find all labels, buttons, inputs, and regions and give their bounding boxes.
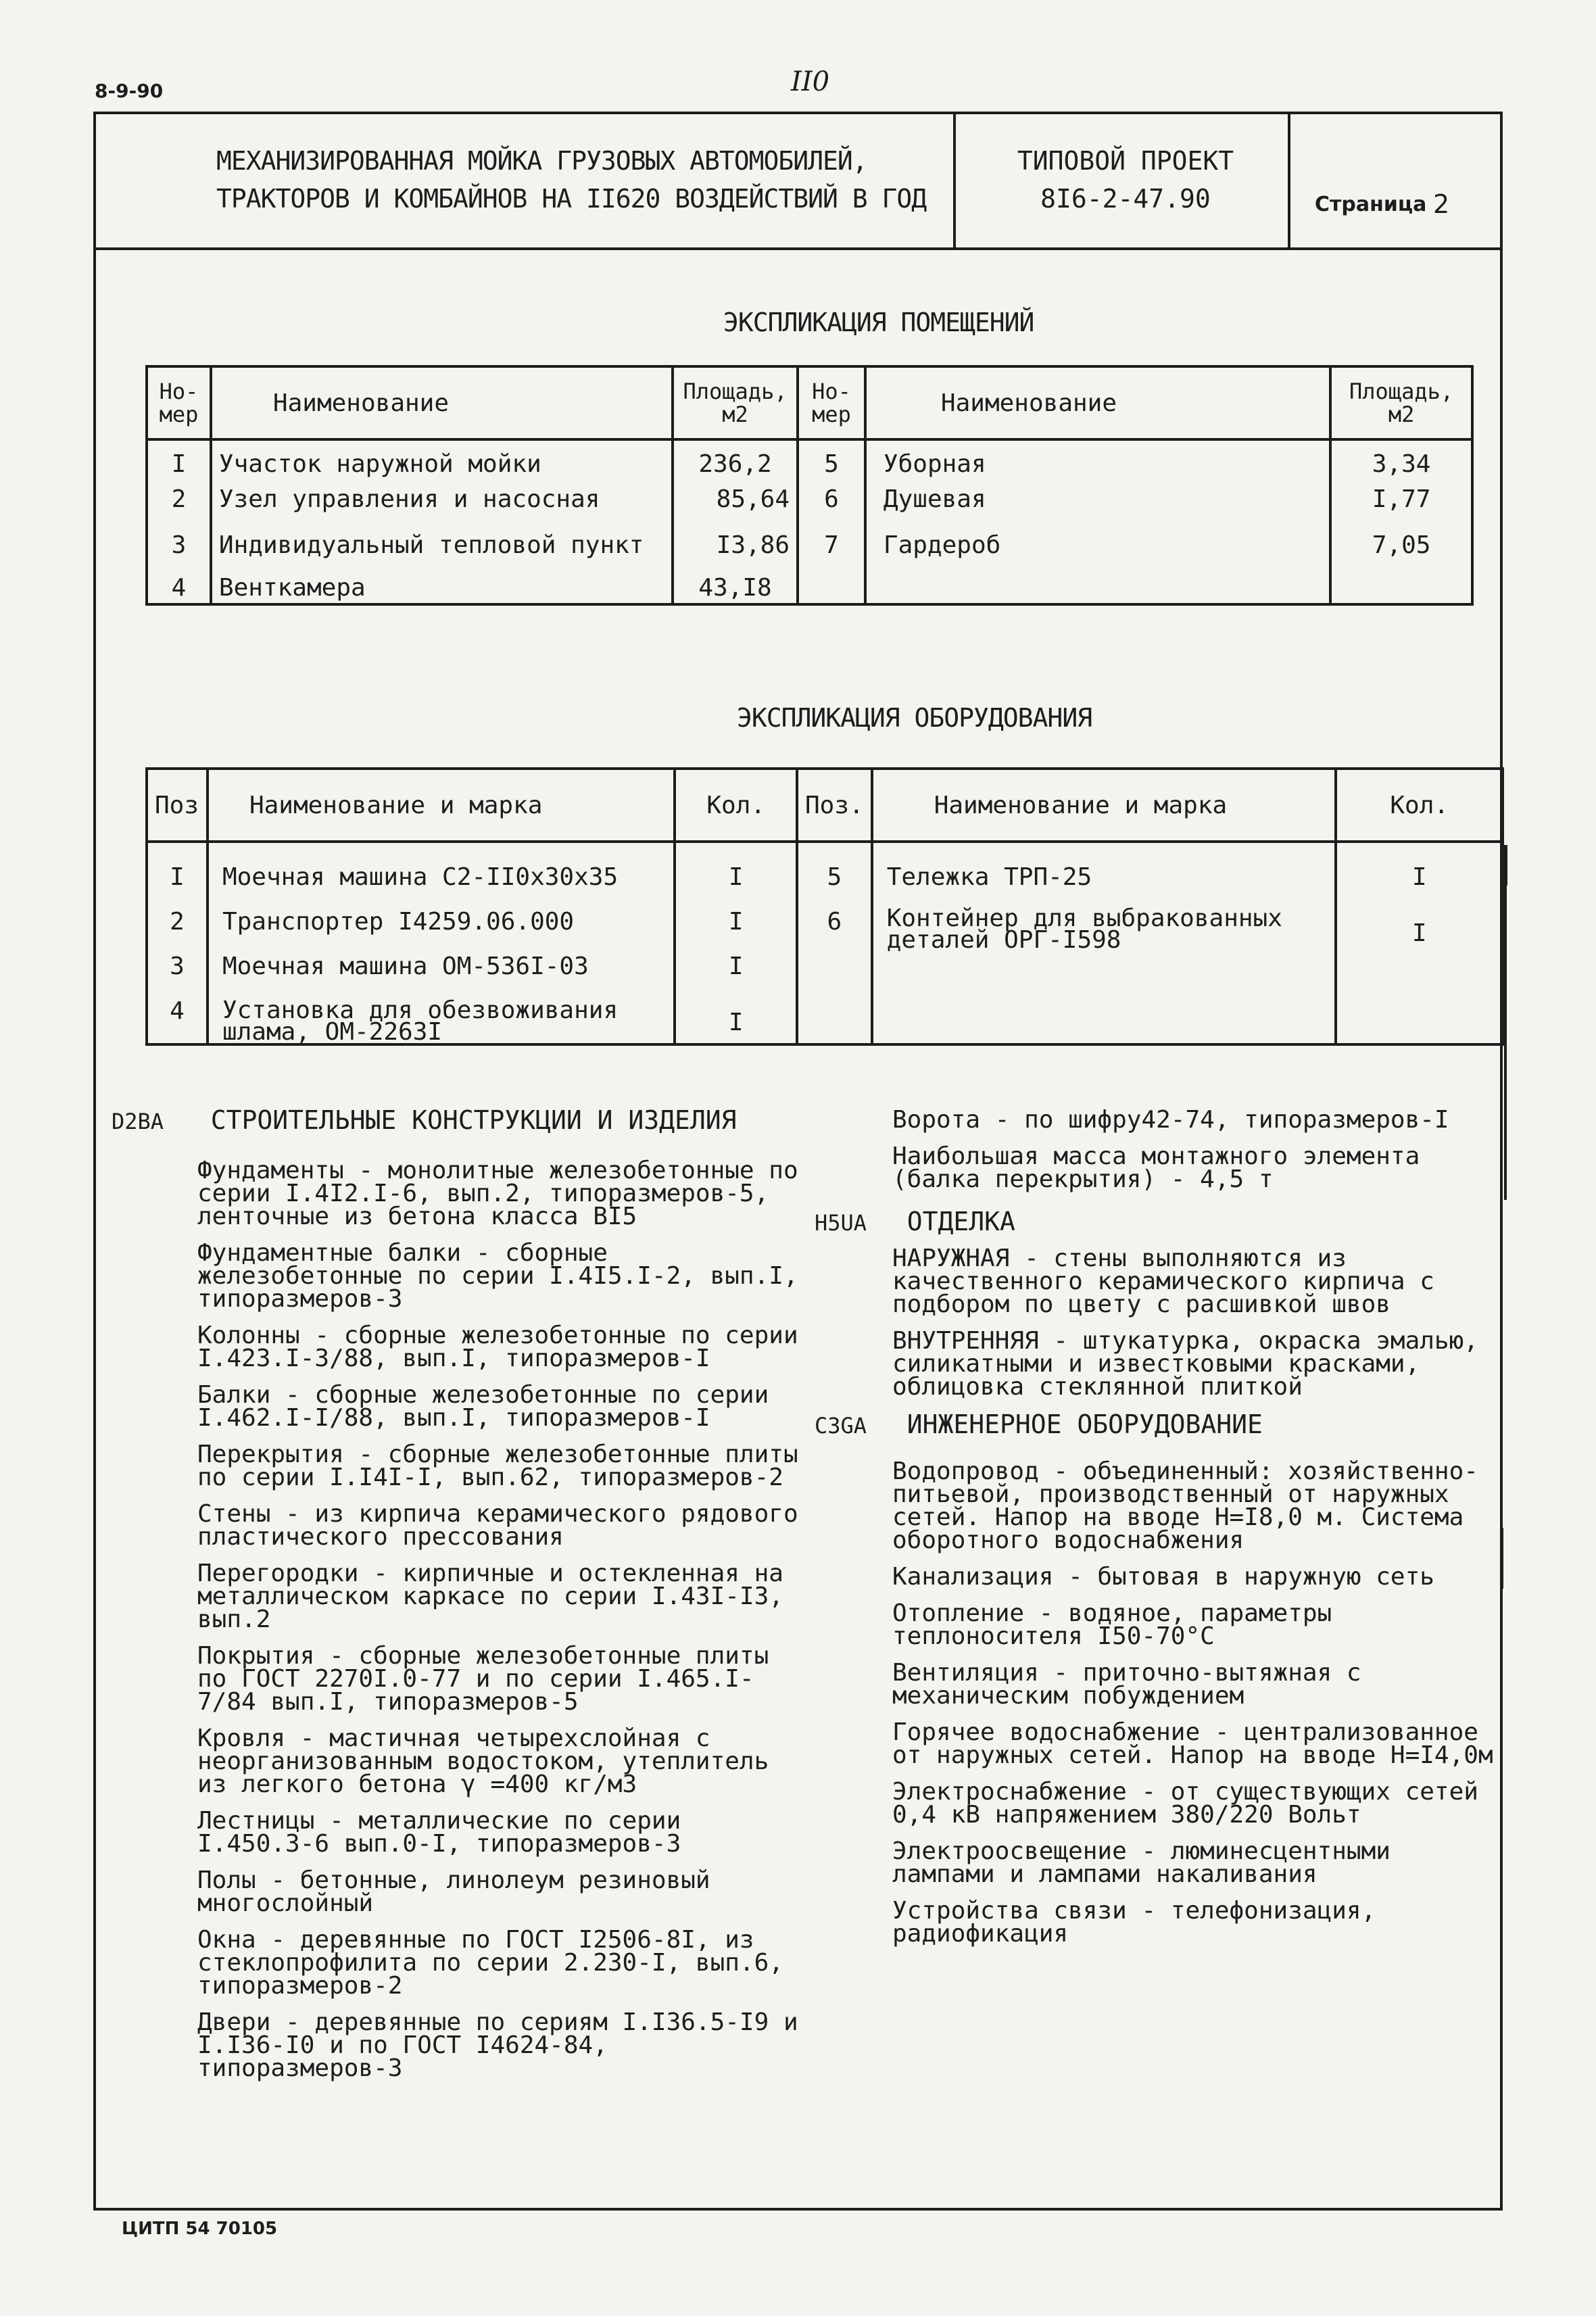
list-item: Стены - из кирпича керамического рядового пластического прессования [197,1500,798,1551]
list-item: Полы - бетонные, линолеум резиновый многослойный [197,1866,710,1917]
section-code: D2BA [112,1109,164,1134]
list-item: Отопление - водяное, параметры теплоносителя I50-70°С [892,1599,1332,1650]
list-item: Водопровод - объединенный: хозяйственно-питьевой, производственный от наружных сетей. Напор на вводе Н=I8,0 м. Система оборотного водоснабжения [892,1457,1478,1554]
room-area: 43,I8 [673,577,798,604]
equipment-qty: I [1411,863,1427,891]
room-name: Душевая [865,485,1330,531]
equipment-pos-column [147,842,208,1044]
max-mass-line: Наибольшая масса монтажного элемента (балка перекрытия) - 4,5 т [892,1142,1420,1193]
list-item: Фундаменты - монолитные железобетонные по серии I.4I2.I-6, вып.2, типоразмеров-5, ленточные из бетона класса BI5 [197,1157,798,1230]
column-header: Кол. [1336,769,1503,842]
room-area: 236,2 [673,439,798,485]
project-number: 8I6-2-47.90 [1040,184,1211,214]
room-area: 3,34 [1330,439,1472,485]
equipment-pos: 5 [827,863,842,891]
rooms-section-title: ЭКСПЛИКАЦИЯ ПОМЕЩЕНИЙ [723,308,1034,337]
list-item: Электроосвещение - люминесцентными лампами и лампами накаливания [892,1837,1391,1888]
engineering-list [892,1457,1494,1959]
scan-edge-mark [1504,845,1507,886]
equipment-qty: I [1411,919,1427,947]
equipment-name: Установка для обезвоживания шлама, ОМ-2263I [222,996,619,1046]
room-number: 4 [147,577,211,604]
room-number [798,577,865,604]
equipment-name: Тележка ТРП-25 [886,863,1092,891]
list-item: Перегородки - кирпичные и остекленная на металлическом каркасе по серии I.43I-I3, вып.2 [197,1560,783,1633]
project-code-block [967,142,1284,218]
table-row [147,439,1472,485]
room-number: 3 [147,531,211,577]
engineering-heading-row [815,1409,1263,1439]
equipment-section-title: ЭКСПЛИКАЦИЯ ОБОРУДОВАНИЯ [737,703,1092,733]
room-name: Узел управления и насосная [211,485,673,531]
title-line: МЕХАНИЗИРОВАННАЯ МОЙКА ГРУЗОВЫХ АВТОМОБИЛЕЙ, [216,146,867,176]
room-number: 6 [798,485,865,531]
room-name [865,577,1330,604]
table-header-row [147,769,1503,842]
column-header: Но- мер [798,366,865,439]
list-item: ВНУТРЕННЯЯ - штукатурка, окраска эмалью, силикатными и известковыми красками, облицовка стеклянной плиткой [892,1327,1478,1401]
room-name: Гардероб [865,531,1330,577]
equipment-pos: I [170,863,185,891]
title-line: ТРАКТОРОВ И КОМБАЙНОВ НА II620 ВОЗДЕЙСТВИЙ В ГОД [216,184,927,214]
room-area [1330,577,1472,604]
list-item: Электроснабжение - от существующих сетей 0,4 кВ напряжением 380/220 Вольт [892,1778,1478,1829]
list-item: Кровля - мастичная четырехслойная с неорганизованным водостоком, утеплитель из легкого бетона γ =400 кг/м3 [197,1724,769,1798]
section-heading: СТРОИТЕЛЬНЫЕ КОНСТРУКЦИИ И ИЗДЕЛИЯ [210,1105,737,1135]
column-header: Наименование [211,366,673,439]
table-row [147,485,1472,531]
list-item: Окна - деревянные по ГОСТ I2506-8I, из стеклопрофилита по серии 2.230-I, вып.6, типоразмеров-2 [197,1926,783,2000]
equipment-qty: I [728,952,744,980]
print-stamp: ЦИТП 54 70105 [122,2219,278,2239]
equipment-qty: I [728,863,744,891]
column-header: Наименование [865,366,1330,439]
equipment-name: Транспортер I4259.06.000 [222,908,575,936]
finishing-heading-row [815,1207,1015,1236]
project-label: ТИПОВОЙ ПРОЕКТ [1017,146,1234,176]
document-code: 8-9-90 [95,80,164,102]
room-number: 2 [147,485,211,531]
equipment-pos: 4 [170,997,185,1025]
equipment-qty-column [1336,842,1503,1044]
room-name: Участок наружной мойки [211,439,673,485]
table-header-row [147,366,1472,439]
finishing-list [892,1247,1494,1412]
constructions-section [112,1105,737,1135]
section-heading: ИНЖЕНЕРНОЕ ОБОРУДОВАНИЕ [906,1409,1263,1439]
room-area: I,77 [1330,485,1472,531]
section-heading: ОТДЕЛКА [906,1207,1015,1236]
title-divider [1288,112,1290,250]
list-item: Покрытия - сборные железобетонные плиты по ГОСТ 2270I.0-77 и по серии I.465.I-7/84 вып.I, типоразмеров-5 [197,1642,769,1716]
equipment-pos: 6 [827,908,842,936]
table-row [147,577,1472,604]
room-number: I [147,439,211,485]
list-item: Балки - сборные железобетонные по серии I.462.I-I/88, вып.I, типоразмеров-I [197,1381,769,1432]
list-item: Перекрытия - сборные железобетонные плиты по серии I.I4I-I, вып.62, типоразмеров-2 [197,1441,798,1491]
equipment-pos: 2 [170,908,185,936]
equipment-qty: I [728,1009,744,1036]
column-header: Поз. [797,769,872,842]
list-item: Горячее водоснабжение - централизованное от наружных сетей. Напор на вводе Н=I4,0м [892,1718,1493,1769]
equipment-name-column [208,842,675,1044]
page-label-number: 2 [1433,189,1450,219]
room-number: 7 [798,531,865,577]
list-item: Вентиляция - приточно-вытяжная с механическим побуждением [892,1659,1361,1710]
column-header: Наименование и марка [872,769,1336,842]
scan-edge-mark [1501,1528,1503,1589]
page-label: Страница [1315,193,1427,216]
list-item: НАРУЖНАЯ - стены выполняются из качественного керамического кирпича с подбором по цвету с расшивкой швов [892,1245,1434,1318]
room-name: Венткамера [211,577,673,604]
table-row [147,842,1503,1044]
room-number: 5 [798,439,865,485]
page-number: II0 [791,66,830,97]
equipment-table [145,767,1504,1046]
section-code: C3GA [815,1413,867,1439]
gates-line: Ворота - по шифру42-74, типоразмеров-I [892,1106,1449,1134]
list-item: Устройства связи - телефонизация, радиофикация [892,1897,1376,1948]
room-name: Индивидуальный тепловой пункт [211,531,673,577]
column-header: Кол. [675,769,797,842]
list-item: Колонны - сборные железобетонные по серии I.423.I-3/88, вып.I, типоразмеров-I [197,1322,798,1372]
document-title [216,142,926,218]
section-code: H5UA [815,1210,867,1236]
equipment-name: Контейнер для выбракованных деталей ОРГ-I598 [886,904,1282,954]
title-divider [953,112,956,250]
room-area: 85,64 [673,485,798,531]
list-item: Фундаментные балки - сборные железобетонные по серии I.4I5.I-2, вып.I, типоразмеров-3 [197,1239,798,1313]
rooms-table [145,365,1474,606]
scan-edge-mark [1504,882,1507,1200]
equipment-pos: 3 [170,952,185,980]
column-header: Наименование и марка [208,769,675,842]
column-header: Площадь, м2 [673,366,798,439]
list-item: Лестницы - металлические по серии I.450.3-6 вып.0-I, типоразмеров-3 [197,1807,681,1858]
column-header: Поз [147,769,208,842]
room-area: 7,05 [1330,531,1472,577]
equipment-pos-column [797,842,872,1044]
equipment-name: Моечная машина С2-II0х30х35 [222,863,619,891]
right-column-top [892,1106,1494,1205]
room-area: I3,86 [673,531,798,577]
equipment-name: Моечная машина ОМ-536I-03 [222,952,589,980]
list-item: Двери - деревянные по сериям I.I36.5-I9 и I.I36-I0 и по ГОСТ I4624-84, типоразмеров-3 [197,2008,798,2082]
table-row [147,531,1472,577]
column-header: Площадь, м2 [1330,366,1472,439]
equipment-qty: I [728,908,744,936]
equipment-name-column [872,842,1336,1044]
equipment-qty-column [675,842,797,1044]
column-header: Но- мер [147,366,211,439]
constructions-list [197,1159,806,2094]
room-name: Уборная [865,439,1330,485]
list-item: Канализация - бытовая в наружную сеть [892,1563,1434,1591]
